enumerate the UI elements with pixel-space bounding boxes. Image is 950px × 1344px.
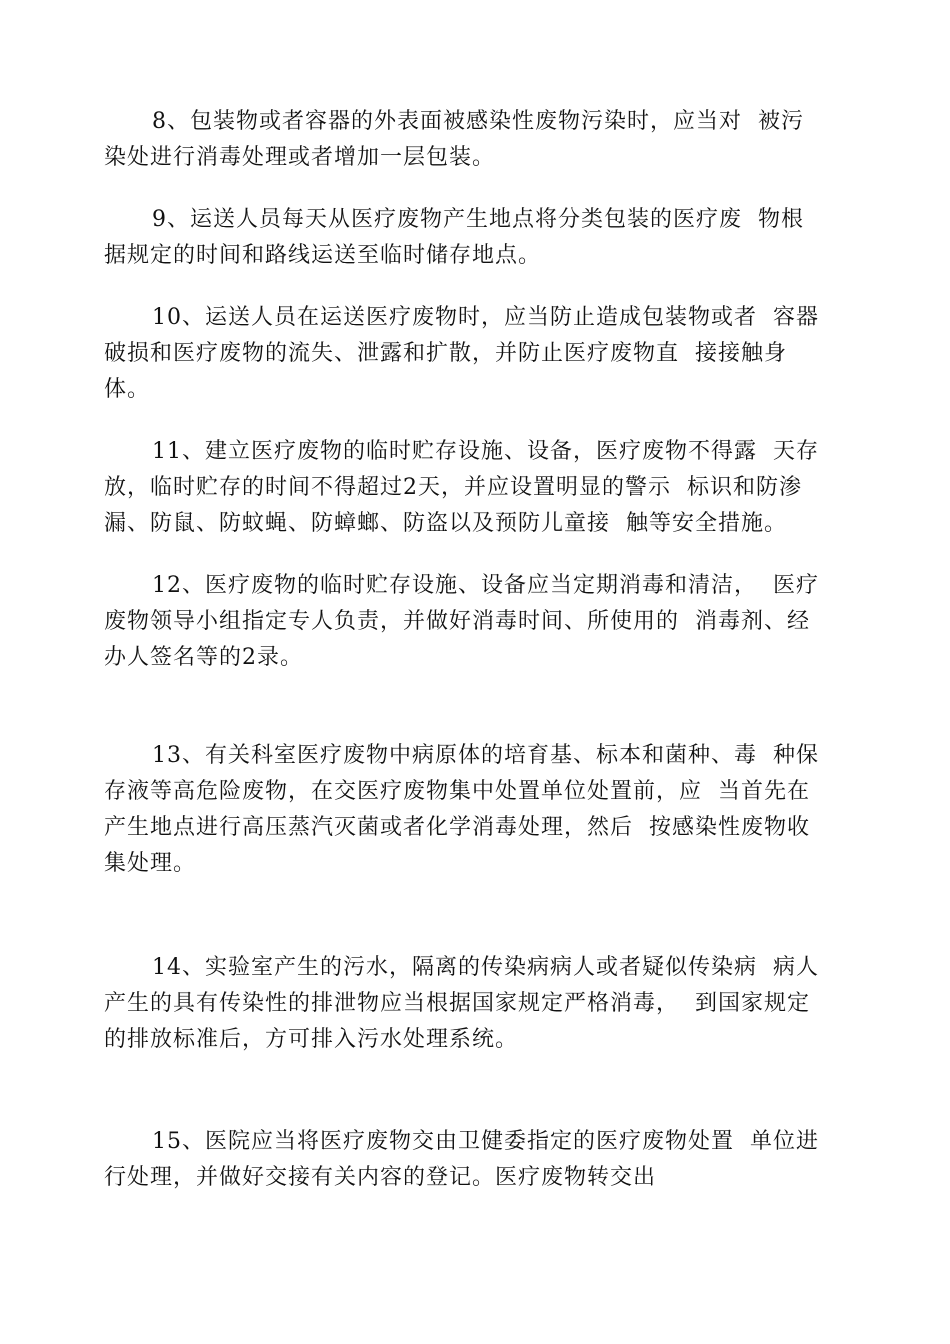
paragraph-10: 10、运送人员在运送医疗废物时，应当防止造成包装物或者 容器破损和医疗废物的流失、泄露和扩散，并防止医疗废物直 接接触身体。 — [104, 305, 819, 402]
paragraph-13: 13、有关科室医疗废物中病原体的培育基、标本和菌种、毒 种保存液等高危险废物，在交医疗废物集中处置单位处置前，应 当首先在产生地点进行高压蒸汽灭菌或者化学消毒处理，然后 按感染性废物收集处理。 — [104, 743, 819, 876]
paragraph-11: 11、建立医疗废物的临时贮存设施、设备，医疗废物不得露 天存放，临时贮存的时间不得超过2天，并应设置明显的警示 标识和防渗漏、防鼠、防蚊蝇、防蟑螂、防盗以及预防儿童接 触等安全措施。 — [104, 439, 819, 536]
paragraph-8: 8、包装物或者容器的外表面被感染性废物污染时，应当对 被污染处进行消毒处理或者增加一层包装。 — [104, 109, 804, 170]
paragraph-14: 14、实验室产生的污水，隔离的传染病病人或者疑似传染病 病人产生的具有传染性的排泄物应当根据国家规定严格消毒， 到国家规定的排放标准后，方可排入污水处理系统。 — [104, 955, 819, 1052]
paragraph-9: 9、运送人员每天从医疗废物产生地点将分类包装的医疗废 物根据规定的时间和路线运送至临时储存地点。 — [104, 207, 804, 268]
paragraph-15: 15、医院应当将医疗废物交由卫健委指定的医疗废物处置 单位进行处理，并做好交接有关内容的登记。医疗废物转交出 — [104, 1129, 819, 1190]
paragraph-12: 12、医疗废物的临时贮存设施、设备应当定期消毒和清洁， 医疗废物领导小组指定专人负责，并做好消毒时间、所使用的 消毒剂、经办人签名等的2录。 — [104, 573, 819, 670]
